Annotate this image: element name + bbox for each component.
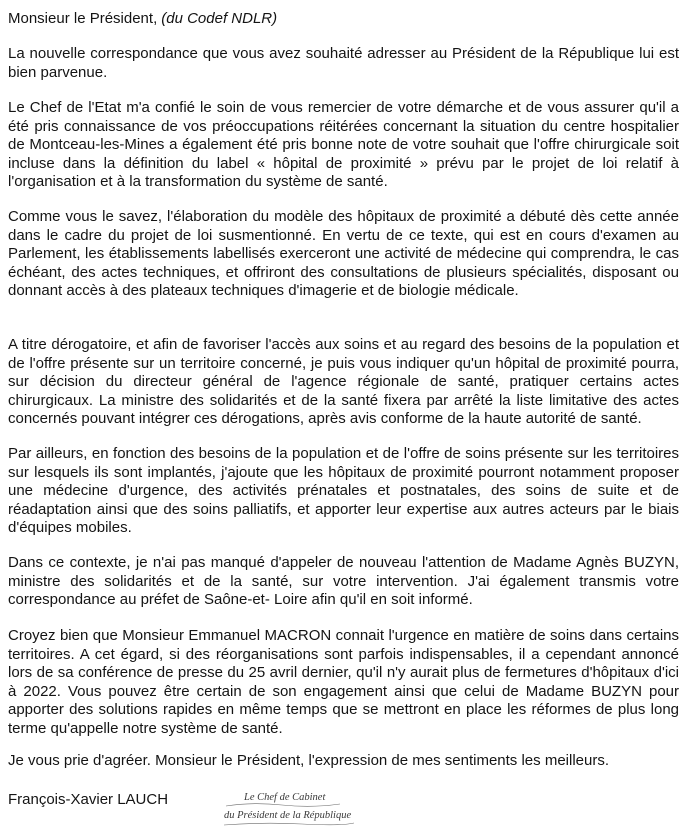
paragraph-president: Croyez bien que Monsieur Emmanuel MACRON connait l'urgence en matière de soins dans certains territoires. A cet égard, si des réorganisations sont parfois indispensables, il a cependant annoncé lors de sa conférence de presse du 25 avril dernier, qu'il n'y aurait plus de fermetures d'hôpitaux d'ici à 2022. Vous pouvez être certain de son engagement ainsi que celui de Madame BUZYN pour apporter des solutions rapides en même temps que se mettront en place les réformes de plus long terme qu'appelle notre système de santé. bbox=[8, 627, 679, 737]
editor-note: (du Codef NDLR) bbox=[161, 10, 278, 27]
paragraph-derogation: A titre dérogatoire, et afin de favoriser l'accès aux soins et au regard des besoins de la population et de l'offre présente sur un territoire concerné, je puis vous indiquer qu'un hôpital de proximité pourra, sur décision du directeur général de l'agence régionale de santé, pratiquer certains actes chirurgicaux. La ministre des solidarités et de la santé fixera par arrêté la liste limitative des actes concernés pouvant intégrer ces dérogations, après avis conforme de la haute autorité de santé. bbox=[8, 336, 679, 428]
stamp-line-office: du Président de la République bbox=[224, 810, 352, 821]
stamp-line-title: Le Chef de Cabinet bbox=[244, 792, 326, 803]
salutation-line bbox=[8, 9, 692, 28]
paragraph-closing: Je vous prie d'agréer. Monsieur le Président, l'expression de mes sentiments les meilleurs. bbox=[8, 752, 610, 769]
signature-stamp bbox=[222, 789, 357, 833]
paragraph-receipt: La nouvelle correspondance que vous avez souhaité adresser au Président de la République lui est bien parvenue. bbox=[8, 45, 679, 81]
signer-name: François-Xavier LAUCH bbox=[8, 791, 169, 808]
salutation: Monsieur le Président, bbox=[8, 10, 158, 27]
paragraph-thanks: Le Chef de l'Etat m'a confié le soin de vous remercier de votre démarche et de vous assurer qu'il a été pris connaissance de vos préoccupations réitérées concernant la situation du centre hospitalier de Montceau-les-Mines a également été pris bonne note de votre souhait que l'offre chirurgicale soit incluse dans la définition du label « hôpital de proximité » prévu par le projet de loi relatif à l'organisation et à la transformation du système de santé. bbox=[8, 99, 679, 191]
paragraph-model: Comme vous le savez, l'élaboration du modèle des hôpitaux de proximité a débuté dès cette année dans le cadre du projet de loi susmentionné. En vertu de ce texte, qui est en cours d'examen au Parlement, les établissements labellisés exerceront une activité de médecine qui comprendra, le cas échéant, des actes techniques, et offriront des consultations de plusieurs spécialités, disposant ou donnant accès à des plateaux techniques d'imagerie et de biologie médicale. bbox=[8, 208, 679, 300]
paragraph-services: Par ailleurs, en fonction des besoins de la population et de l'offre de soins présente sur les territoires sur lesquels ils sont implantés, j'ajoute que les hôpitaux de proximité pourront notamment proposer une médecine d'urgence, des activités prénatales et postnatales, des soins de suite et de réadaptation ainsi que des soins palliatifs, et apporter leur expertise aux autres acteurs par le biais d'équipes mobiles. bbox=[8, 445, 679, 537]
paragraph-context: Dans ce contexte, je n'ai pas manqué d'appeler de nouveau l'attention de Madame Agnès BUZYN, ministre des solidarités et de la santé, sur votre intervention. J'ai également transmis votre correspondance au préfet de Saône-et- Loire afin qu'il en soit informé. bbox=[8, 554, 679, 609]
